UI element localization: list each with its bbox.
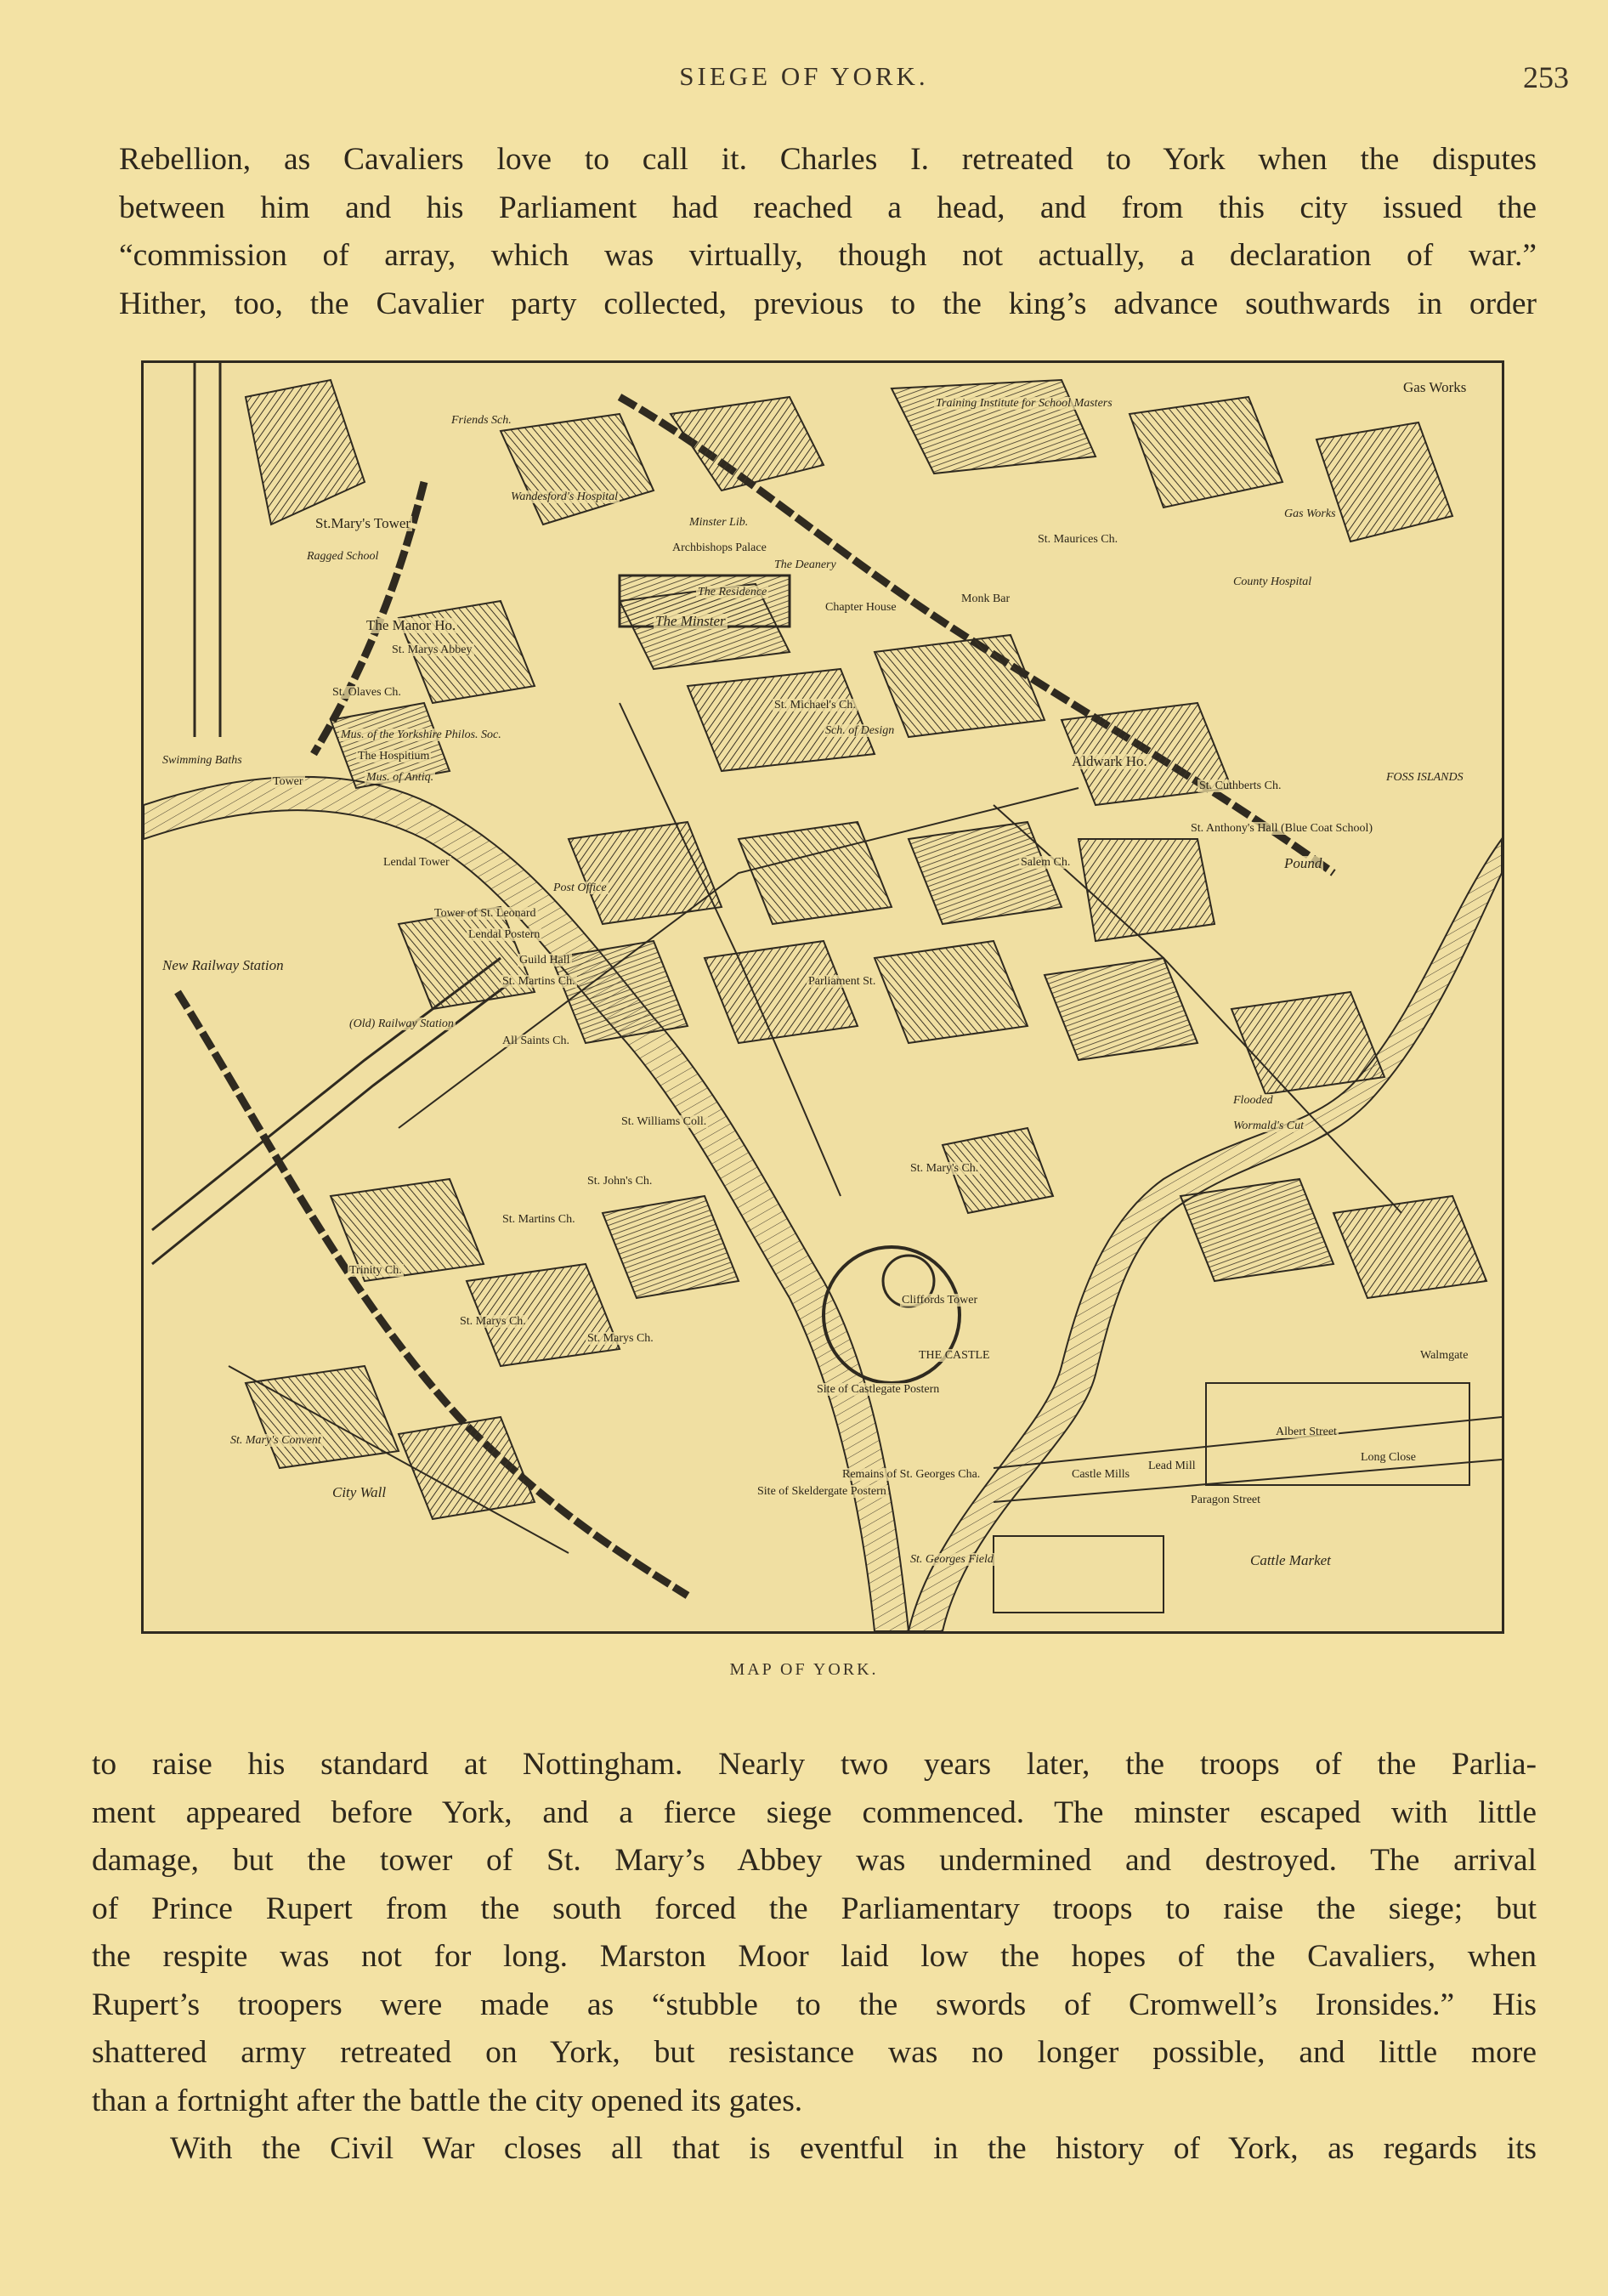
map-label: St. Mary's Ch.	[910, 1162, 979, 1175]
map-label: St. Olaves Ch.	[332, 686, 401, 699]
running-title: SIEGE OF YORK.	[679, 61, 929, 91]
map-of-york	[141, 360, 1504, 1634]
text-line: than a fortnight after the battle the city opened its gates.	[92, 2083, 803, 2118]
map-label: (Old) Railway Station	[349, 1018, 454, 1030]
map-label: All Saints Ch.	[502, 1035, 569, 1047]
map-label: Post Office	[553, 882, 607, 894]
map-label: St.Mary's Tower	[315, 515, 411, 531]
map-label: Gas Works	[1284, 507, 1336, 520]
map-label: St. Martins Ch.	[502, 1213, 575, 1226]
top-paragraph	[119, 136, 1537, 328]
map-label: St. Mary's Convent	[230, 1434, 321, 1447]
text-line: Rebellion, as Cavaliers love to call it. Charles I. retreated to York when the disputes	[119, 142, 1537, 177]
map-label: St. John's Ch.	[587, 1175, 653, 1188]
map-label: Pound	[1284, 855, 1322, 871]
map-label: Cattle Market	[1250, 1552, 1331, 1568]
map-label: St. Anthony's Hall (Blue Coat School)	[1191, 822, 1373, 835]
map-label: Guild Hall	[519, 954, 570, 967]
map-label: Archbishops Palace	[672, 541, 767, 554]
map-label: Wandesford's Hospital	[511, 490, 619, 503]
map-label: Lendal Postern	[468, 928, 541, 941]
map-label: Sch. of Design	[825, 724, 895, 737]
map-label: New Railway Station	[162, 957, 284, 973]
map-label: The Deanery	[774, 558, 836, 571]
map-label: Tower of St. Leonard	[434, 907, 536, 920]
map-label: Tower	[273, 775, 303, 788]
text-line: of Prince Rupert from the south forced the Parliamentary troops to raise the siege; but	[92, 1891, 1537, 1926]
text-line: shattered army retreated on York, but resistance was no longer possible, and little more	[92, 2035, 1537, 2070]
map-label: Long Close	[1361, 1451, 1416, 1464]
page-number: 253	[1523, 60, 1569, 94]
map-label: Monk Bar	[961, 592, 1011, 605]
running-head	[0, 61, 1608, 104]
map-label: Walmgate	[1420, 1349, 1469, 1362]
text-line: Hither, too, the Cavalier party collected, previous to the king’s advance southwards in order	[119, 286, 1537, 321]
map-label: Training Institute for School Masters	[936, 397, 1113, 410]
map-label: Parliament St.	[808, 975, 876, 988]
map-label: Paragon Street	[1191, 1494, 1261, 1506]
map-label: FOSS ISLANDS	[1386, 771, 1464, 784]
map-label: Salem Ch.	[1021, 856, 1071, 869]
text-line: damage, but the tower of St. Mary’s Abbey was undermined and destroyed. The arrival	[92, 1843, 1537, 1878]
map-label: St. Marys Ch.	[460, 1315, 526, 1328]
map-label: Remains of St. Georges Cha.	[842, 1468, 981, 1481]
map-label: Albert Street	[1276, 1426, 1337, 1438]
map-label: The Residence	[698, 586, 767, 598]
map-label: Trinity Ch.	[349, 1264, 402, 1277]
map-label: Aldwark Ho.	[1072, 753, 1147, 769]
map-label: St. Williams Coll.	[621, 1115, 707, 1128]
map-label: St. Cuthberts Ch.	[1199, 780, 1282, 792]
text-line: to raise his standard at Nottingham. Nearly two years later, the troops of the Parlia-	[92, 1747, 1537, 1782]
map-label: Ragged School	[307, 550, 379, 563]
text-line: Rupert’s troopers were made as “stubble to the swords of Cromwell’s Ironsides.” His	[92, 1987, 1537, 2022]
map-label: Flooded	[1233, 1094, 1273, 1107]
map-label: St. Maurices Ch.	[1038, 533, 1118, 546]
map-caption: MAP OF YORK.	[729, 1660, 879, 1679]
map-label: Mus. of the Yorkshire Philos. Soc.	[341, 728, 501, 741]
map-label: Minster Lib.	[689, 516, 749, 529]
map-label: Castle Mills	[1072, 1468, 1130, 1481]
map-label: Site of Skeldergate Postern	[757, 1485, 886, 1498]
text-line: between him and his Parliament had reached a head, and from this city issued the	[119, 190, 1537, 225]
map-label: Friends Sch.	[451, 414, 512, 427]
text-line: the respite was not for long. Marston Moor laid low the hopes of the Cavaliers, when	[92, 1939, 1537, 1974]
map-label: St. Michael's Ch.	[774, 699, 856, 711]
map-label: County Hospital	[1233, 575, 1312, 588]
map-label: St. Marys Abbey	[392, 643, 473, 656]
map-label: THE CASTLE	[919, 1349, 990, 1362]
map-label: Lendal Tower	[383, 856, 450, 869]
bottom-paragraph	[92, 1741, 1537, 2174]
map-label: Cliffords Tower	[902, 1294, 978, 1307]
map-label: The Hospitium	[358, 750, 430, 762]
map-label: Site of Castlegate Postern	[817, 1383, 940, 1396]
map-label: Wormald's Cut	[1233, 1120, 1304, 1132]
map-label: Swimming Baths	[162, 754, 242, 767]
map-label: St. Marys Ch.	[587, 1332, 654, 1345]
map-label: Gas Works	[1403, 379, 1467, 395]
map-label: St. Martins Ch.	[502, 975, 575, 988]
map-label: St. Georges Field	[910, 1553, 994, 1566]
text-line: ment appeared before York, and a fierce siege commenced. The minster escaped with little	[92, 1794, 1537, 1830]
map-label: Mus. of Antiq.	[366, 771, 434, 784]
text-line: With the Civil War closes all that is eventful in the history of York, as regards its	[170, 2131, 1537, 2166]
map-label: City Wall	[332, 1484, 387, 1500]
map-label: The Manor Ho.	[366, 617, 456, 633]
map-label: Chapter House	[825, 601, 897, 614]
map-label: Lead Mill	[1148, 1460, 1196, 1472]
text-line: “commission of array, which was virtually, though not actually, a declaration of war.”	[119, 238, 1537, 273]
map-label: The Minster	[655, 613, 726, 629]
